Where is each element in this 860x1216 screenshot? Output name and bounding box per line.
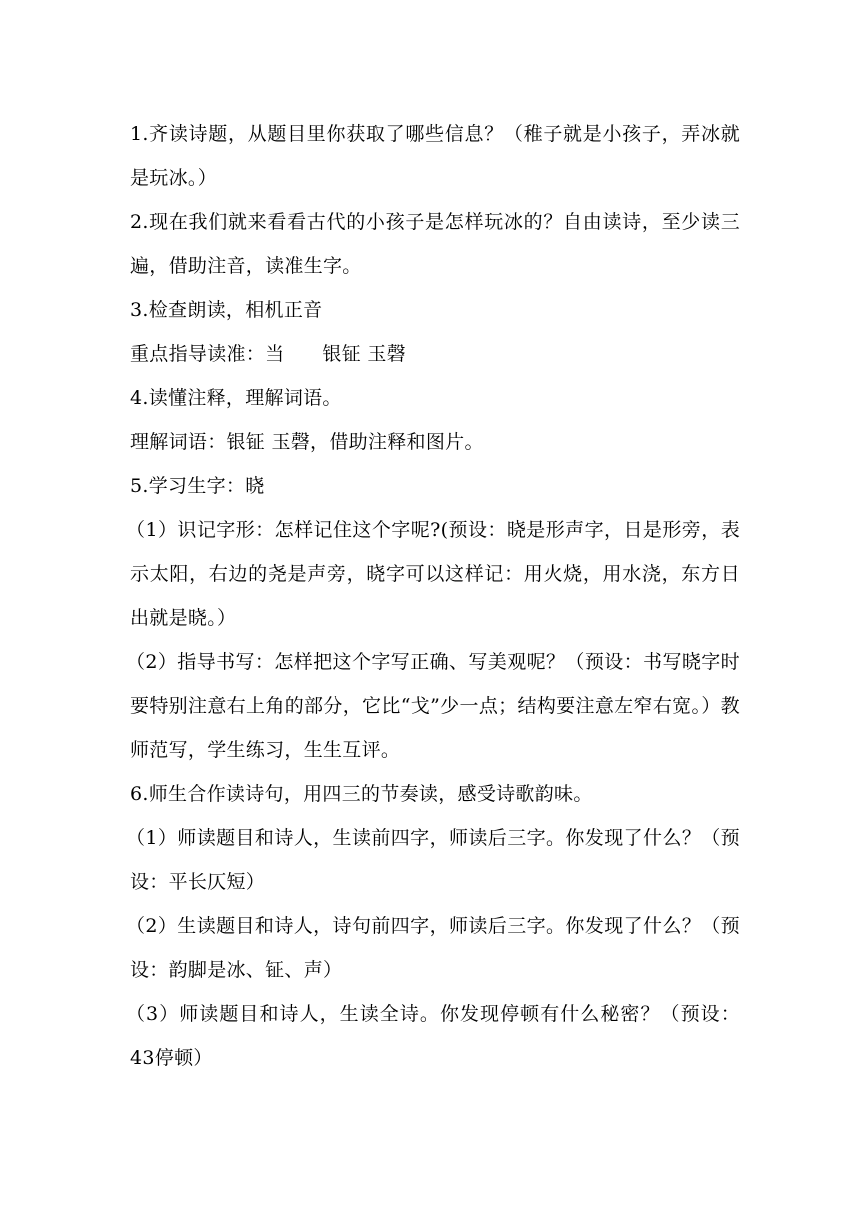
focus-reading-words: 银钲 玉磬 — [322, 343, 406, 365]
paragraph-4 — [130, 332, 740, 376]
paragraph-3: 3.检查朗读，相机正音 — [130, 299, 323, 321]
paragraph-13: （3）师读题目和诗人，生读全诗。你发现停顿有什么秘密？（预设：43停顿） — [126, 1003, 740, 1069]
paragraph-10: 6.师生合作读诗句，用四三的节奏读，感受诗歌韵味。 — [130, 783, 593, 805]
paragraph-6: 理解词语：银钲 玉磬，借助注释和图片。 — [130, 431, 484, 453]
document-body — [126, 112, 740, 1080]
paragraph-11: （1）师读题目和诗人，生读前四字，师读后三字。你发现了什么？（预设：平长仄短） — [126, 827, 740, 893]
paragraph-5: 4.读懂注释，理解词语。 — [130, 387, 342, 409]
paragraph-9: （2）指导书写：怎样把这个字写正确、写美观呢？（预设：书写晓字时要特别注意右上角的部分，它比“戈”少一点；结构要注意左窄右宽。）教师范写，学生练习，生生互评。 — [126, 651, 740, 761]
paragraph-2: 2.现在我们就来看看古代的小孩子是怎样玩冰的？自由读诗，至少读三遍，借助注音，读准生字。 — [130, 211, 740, 277]
paragraph-12: （2）生读题目和诗人，诗句前四字，师读后三字。你发现了什么？（预设：韵脚是冰、钲、声） — [126, 915, 740, 981]
focus-reading-label: 重点指导读准：当 — [130, 343, 285, 365]
paragraph-7: 5.学习生字：晓 — [130, 475, 265, 497]
paragraph-8: （1）识记字形：怎样记住这个字呢?(预设：晓是形声字，日是形旁，表示太阳，右边的尧是声旁，晓字可以这样记：用火烧，用水浇，东方日出就是晓。） — [126, 519, 740, 629]
paragraph-1: 1.齐读诗题，从题目里你获取了哪些信息？（稚子就是小孩子，弄冰就是玩冰。） — [130, 123, 740, 189]
